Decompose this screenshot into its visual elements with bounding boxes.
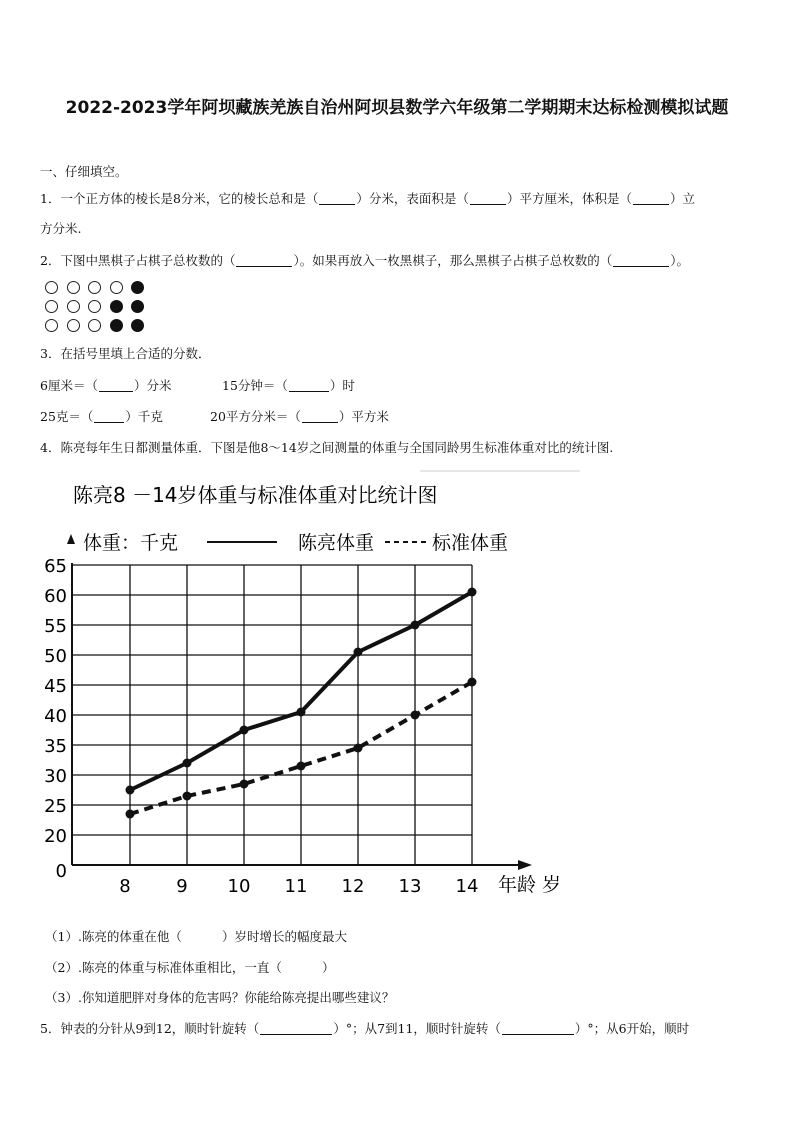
y-tick-label: 30 <box>44 766 67 787</box>
q3-text: 15分钟＝（ <box>222 378 288 393</box>
q4-sub-text: （1）.陈亮的体重在他（ <box>45 929 182 944</box>
legend-label-standard: 标准体重 <box>432 532 509 554</box>
data-point <box>126 786 135 795</box>
black-stone <box>131 300 144 313</box>
question-1-text-d: ）立 <box>669 191 695 206</box>
data-point <box>183 759 192 768</box>
question-2-line <box>40 251 689 269</box>
x-axis-label: 年龄 岁 <box>498 874 562 896</box>
black-stone <box>131 281 144 294</box>
x-tick-label: 8 <box>119 876 131 897</box>
data-point <box>411 711 420 720</box>
q4-sub-text: ）岁时增长的幅度最大 <box>221 929 347 944</box>
y-tick-label: 35 <box>44 736 67 757</box>
x-tick-label: 14 <box>455 876 479 897</box>
question-4-sub-3: （3）.你知道肥胖对身体的危害吗？你能给陈亮提出哪些建议？ <box>45 990 395 1005</box>
answer-blank[interactable] <box>99 379 133 392</box>
question-1-text-c: ）平方厘米，体积是（ <box>506 191 632 206</box>
x-tick-label: 9 <box>176 876 188 897</box>
question-3-row-2-right <box>210 407 389 425</box>
question-2-text-b: ）。如果再放入一枚黑棋子，那么黑棋子占棋子总枚数的（ <box>293 253 613 268</box>
y-tick-label: 50 <box>44 646 67 667</box>
y-tick-label: 0 <box>55 861 67 882</box>
answer-blank[interactable] <box>470 192 506 205</box>
x-axis-arrow-icon <box>518 860 532 870</box>
q3-text: 20平方分米＝（ <box>210 409 301 424</box>
chart-axes <box>44 556 532 897</box>
question-1-line-1 <box>40 189 695 207</box>
chart-legend <box>67 532 508 554</box>
question-3-heading: 3．在括号里填上合适的分数． <box>40 346 211 361</box>
page-title: 2022-2023学年阿坝藏族羌族自治州阿坝县数学六年级第二学期期末达标检测模拟试题 <box>65 98 729 118</box>
black-stone <box>110 319 123 332</box>
y-tick-label: 55 <box>44 616 67 637</box>
question-2-text-a: 2．下图中黑棋子占棋子总枚数的（ <box>40 253 236 268</box>
black-stone <box>131 319 144 332</box>
data-point <box>297 762 306 771</box>
question-4-text: 4．陈亮每年生日都测量体重．下图是他8～14岁之间测量的体重与全国同龄男生标准体重对比的统计图. <box>40 440 614 455</box>
q3-text: ）分米 <box>133 378 172 393</box>
data-point <box>240 780 249 789</box>
x-tick-label: 13 <box>398 876 422 897</box>
q4-sub-text: ） <box>321 960 335 975</box>
question-4-sub-2 <box>45 958 334 976</box>
data-point <box>297 708 306 717</box>
y-tick-label: 60 <box>44 586 67 607</box>
x-tick-label: 10 <box>227 876 251 897</box>
white-stone <box>67 281 80 294</box>
x-tick-label: 12 <box>341 876 365 897</box>
q3-text: ）千克 <box>125 409 163 424</box>
question-5-line <box>40 1019 689 1037</box>
y-axis-arrow-icon <box>67 534 75 544</box>
data-point <box>468 678 477 687</box>
q5-text: ）°；从7到11，顺时针旋转（ <box>333 1021 501 1036</box>
data-point <box>354 744 363 753</box>
data-point <box>240 726 249 735</box>
y-tick-label: 20 <box>44 826 67 847</box>
y-tick-label: 65 <box>44 556 67 577</box>
q5-text: ）°；从6开始，顺时 <box>574 1021 690 1036</box>
data-point <box>126 810 135 819</box>
q4-sub-text: （2）.陈亮的体重与标准体重相比，一直（ <box>45 960 282 975</box>
white-stone <box>45 319 58 332</box>
q3-text: ）平方米 <box>338 409 389 424</box>
white-stone <box>67 300 80 313</box>
y-tick-label: 25 <box>44 796 67 817</box>
answer-blank[interactable] <box>236 254 292 267</box>
white-stone <box>45 300 58 313</box>
x-tick-label: 11 <box>284 876 308 897</box>
white-stone <box>67 319 80 332</box>
q3-text: ）时 <box>329 378 355 393</box>
data-point <box>468 588 477 597</box>
answer-blank[interactable] <box>94 410 124 423</box>
question-3-row-2-left <box>40 407 163 425</box>
white-stone <box>110 281 123 294</box>
data-point <box>354 648 363 657</box>
question-1-text-b: ）分米，表面积是（ <box>356 191 469 206</box>
y-tick-label: 45 <box>44 676 67 697</box>
question-1-text-a: 1．一个正方体的棱长是8分米，它的棱长总和是（ <box>40 191 319 206</box>
answer-blank[interactable] <box>502 1022 574 1035</box>
white-stone <box>88 300 101 313</box>
weight-line-chart <box>40 465 600 905</box>
question-1-line-2: 方分米. <box>40 221 82 236</box>
question-3-row-1-left <box>40 376 171 394</box>
legend-label-chenliang: 陈亮体重 <box>298 532 375 554</box>
data-point <box>183 792 192 801</box>
question-2-text-c: ）。 <box>670 253 689 268</box>
white-stone <box>45 281 58 294</box>
black-stone <box>110 300 123 313</box>
y-tick-label: 40 <box>44 706 67 727</box>
chart-title: 陈亮8 －14岁体重与标准体重对比统计图 <box>73 483 438 507</box>
q5-text: 5．钟表的分针从9到12，顺时针旋转（ <box>40 1021 260 1036</box>
q3-text: 25克＝（ <box>40 409 94 424</box>
section-heading: 一、仔细填空。 <box>40 164 128 179</box>
q3-text: 6厘米＝（ <box>40 378 98 393</box>
answer-blank[interactable] <box>289 379 329 392</box>
answer-blank[interactable] <box>613 254 669 267</box>
y-axis-label: 体重：千克 <box>83 532 179 554</box>
white-stone <box>88 281 101 294</box>
answer-blank[interactable] <box>319 192 355 205</box>
answer-blank[interactable] <box>302 410 338 423</box>
question-3-row-1-right <box>222 376 355 394</box>
answer-blank[interactable] <box>633 192 669 205</box>
white-stone <box>88 319 101 332</box>
data-point <box>411 621 420 630</box>
answer-blank[interactable] <box>260 1022 332 1035</box>
question-4-sub-1 <box>45 927 347 945</box>
